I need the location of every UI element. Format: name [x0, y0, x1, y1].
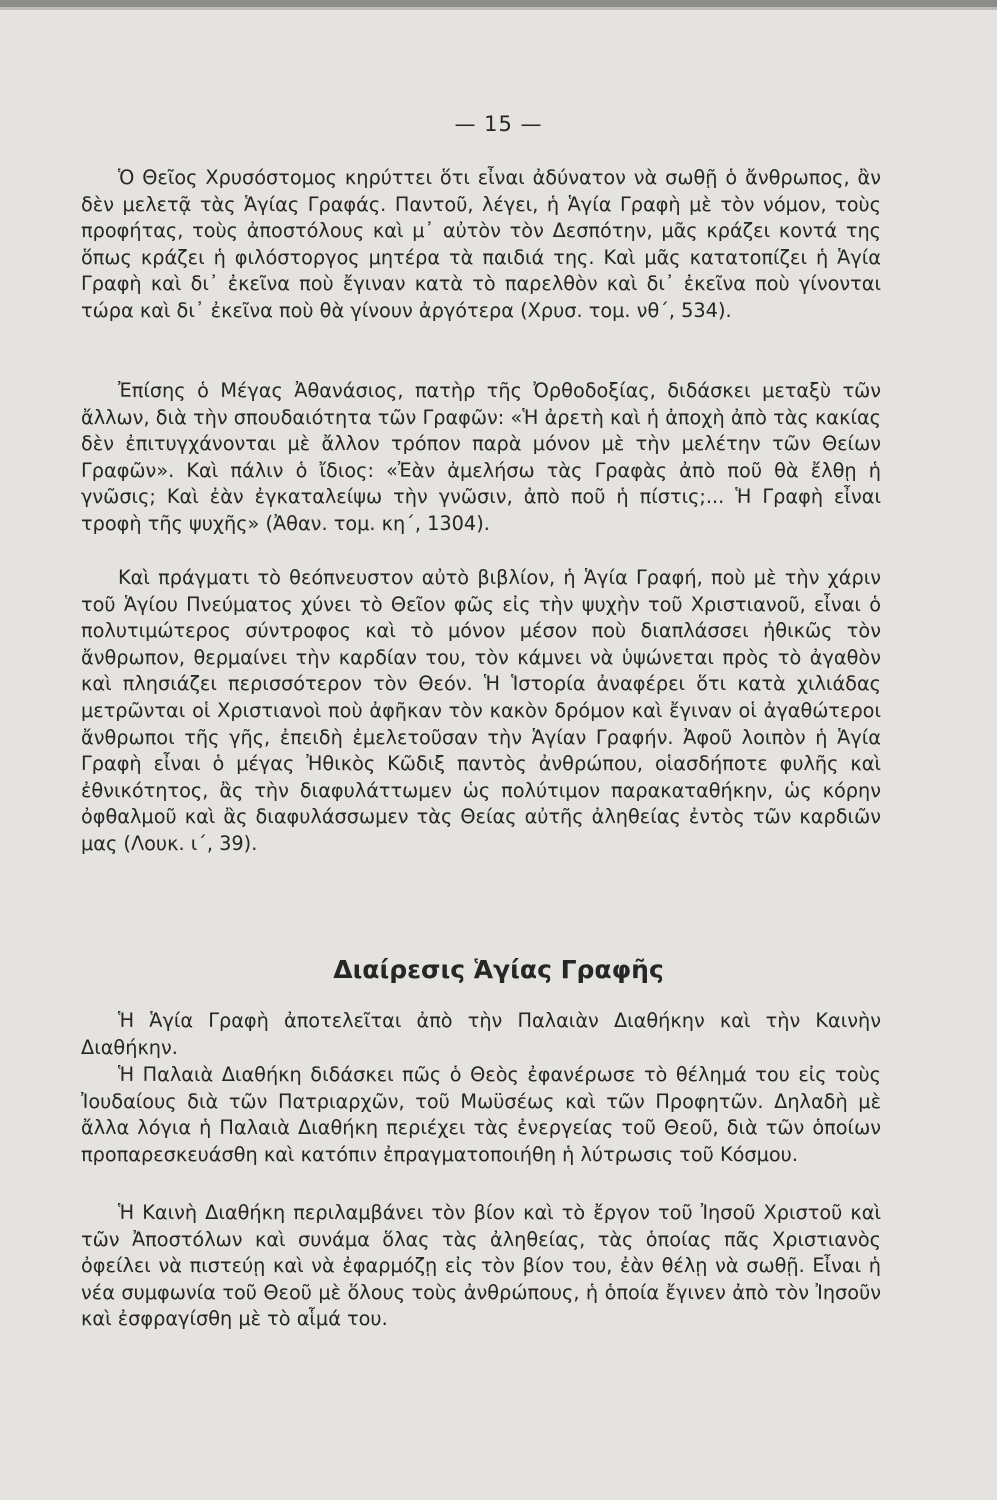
paragraph-athanasius: Ἐπίσης ὁ Μέγας Ἀθανάσιος, πατὴρ τῆς Ὀρθοδοξίας, διδάσκει μεταξὺ τῶν ἄλλων, διὰ τὴν σπουδαιότητα τῶν Γραφῶν: «Ἡ ἀρετὴ καὶ ἡ ἀποχὴ ἀπὸ τὰς κακίας δὲν ἐπιτυγχάνονται μὲ ἄλλον τρόπον παρὰ μόνον μὲ τὴν μελέτην τῶν Θείων Γραφῶν». Καὶ πάλιν ὁ ἴδιος: «Ἐὰν ἀμελήσω τὰς Γραφὰς ἀπὸ ποῦ θὰ ἔλθῃ ἡ γνῶσις; Καὶ ἐὰν ἐγκαταλείψω τὴν γνῶσιν, ἀπὸ ποῦ ἡ πίστις;... Ἡ Γραφὴ εἶναι τροφὴ τῆς ψυχῆς» (Ἀθαν. τομ. κη΄, 1304).: [81, 379, 881, 535]
page-number: — 15 —: [454, 112, 543, 136]
paragraph-division: Ἡ Ἁγία Γραφὴ ἀποτελεῖται ἀπὸ τὴν Παλαιὰν Διαθήκην καὶ τὴν Καινὴν Διαθήκην.: [81, 1009, 881, 1059]
section-heading: Διαίρεσις Ἁγίας Γραφῆς: [333, 955, 664, 984]
paragraph-old-testament: Ἡ Παλαιὰ Διαθήκη διδάσκει πῶς ὁ Θεὸς ἐφανέρωσε τὸ θέλημά του εἰς τοὺς Ἰουδαίους διὰ τῶν Πατριαρχῶν, τοῦ Μωϋσέως καὶ τῶν Προφητῶν. Δηλαδὴ μὲ ἄλλα λόγια ἡ Παλαιὰ Διαθήκη περιέχει τὰς ἐνεργείας τοῦ Θεοῦ, διὰ τῶν ὁποίων προπαρεσκευάσθη καὶ κατόπιν ἐπραγματοποιήθη ἡ λύτρωσις τοῦ Κόσμου.: [81, 1063, 881, 1166]
scan-top-edge: [0, 0, 997, 7]
paragraph-scripture-value: Καὶ πράγματι τὸ θεόπνευστον αὐτὸ βιβλίον, ἡ Ἁγία Γραφή, ποὺ μὲ τὴν χάριν τοῦ Ἁγίου Πνεύματος χύνει τὸ Θεῖον φῶς εἰς τὴν ψυχὴν τοῦ Χριστιανοῦ, εἶναι ὁ πολυτιμώτερος σύντροφος καὶ τὸ μόνον μέσον ποὺ διαπλάσσει ἠθικῶς τὸν ἄνθρωπον, θερμαίνει τὴν καρδίαν του, τὸν κάμνει νὰ ὑψώνεται πρὸς τὸ ἀγαθὸν καὶ πλησιάζει περισσότερον τὸν Θεόν. Ἡ Ἱστορία ἀναφέρει ὅτι κατὰ χιλιάδας μετρῶνται οἱ Χριστιανοὶ ποὺ ἀφῆκαν τὸν κακὸν δρόμον καὶ ἔγιναν οἱ ἀγαθώτεροι ἄνθρωποι τῆς γῆς, ἐπειδὴ ἐμελετοῦσαν τὴν Ἁγίαν Γραφήν. Ἀφοῦ λοιπὸν ἡ Ἁγία Γραφὴ εἶναι ὁ μέγας Ἠθικὸς Κῶδιξ παντὸς ἀνθρώπου, οἱασδήποτε φυλῆς καὶ ἐθνικότητος, ἂς τὴν διαφυλάττωμεν ὡς πολύτιμον παρακαταθήκην, ὡς κόρην ὀφθαλμοῦ καὶ ἂς διαφυλάσσωμεν τὰς Θείας αὐτῆς ἀληθείας ἐντὸς τῶν καρδιῶν μας (Λουκ. ι΄, 39).: [81, 566, 881, 855]
paragraph-new-testament: Ἡ Καινὴ Διαθήκη περιλαμβάνει τὸν βίον καὶ τὸ ἔργον τοῦ Ἰησοῦ Χριστοῦ καὶ τῶν Ἀποστόλων καὶ συνάμα ὅλας τὰς ἀληθείας, τὰς ὁποίας πᾶς Χριστιανὸς ὀφείλει νὰ πιστεύῃ καὶ νὰ ἐφαρμόζῃ εἰς τὸν βίον του, ἐὰν θέλῃ νὰ σωθῇ. Εἶναι ἡ νέα συμφωνία τοῦ Θεοῦ μὲ ὅλους τοὺς ἀνθρώπους, ἡ ὁποία ἔγινεν ἀπὸ τὸν Ἰησοῦν καὶ ἐσφραγίσθη μὲ τὸ αἷμά του.: [81, 1201, 881, 1331]
scan-top-edge-shadow: [0, 7, 997, 10]
paragraph-chrysostom: Ὁ Θεῖος Χρυσόστομος κηρύττει ὅτι εἶναι ἀδύνατον νὰ σωθῇ ὁ ἄνθρωπος, ἂν δὲν μελετᾷ τὰς Ἁγίας Γραφάς. Παντοῦ, λέγει, ἡ Ἁγία Γραφὴ μὲ τὸν νόμον, τοὺς προφήτας, τοὺς ἀποστόλους καὶ μ᾽ αὐτὸν τὸν Δεσπότην, μᾶς κράζει κοντά της ὅπως κράζει ἡ φιλόστοργος μητέρα τὰ παιδιά της. Καὶ μᾶς κατατοπίζει ἡ Ἁγία Γραφὴ καὶ δι᾽ ἐκεῖνα ποὺ ἔγιναν κατὰ τὸ παρελθὸν καὶ δι᾽ ἐκεῖνα ποὺ γίνονται τώρα καὶ δι᾽ ἐκεῖνα ποὺ θὰ γίνουν ἀργότερα (Χρυσ. τομ. νθ΄, 534).: [81, 166, 881, 322]
